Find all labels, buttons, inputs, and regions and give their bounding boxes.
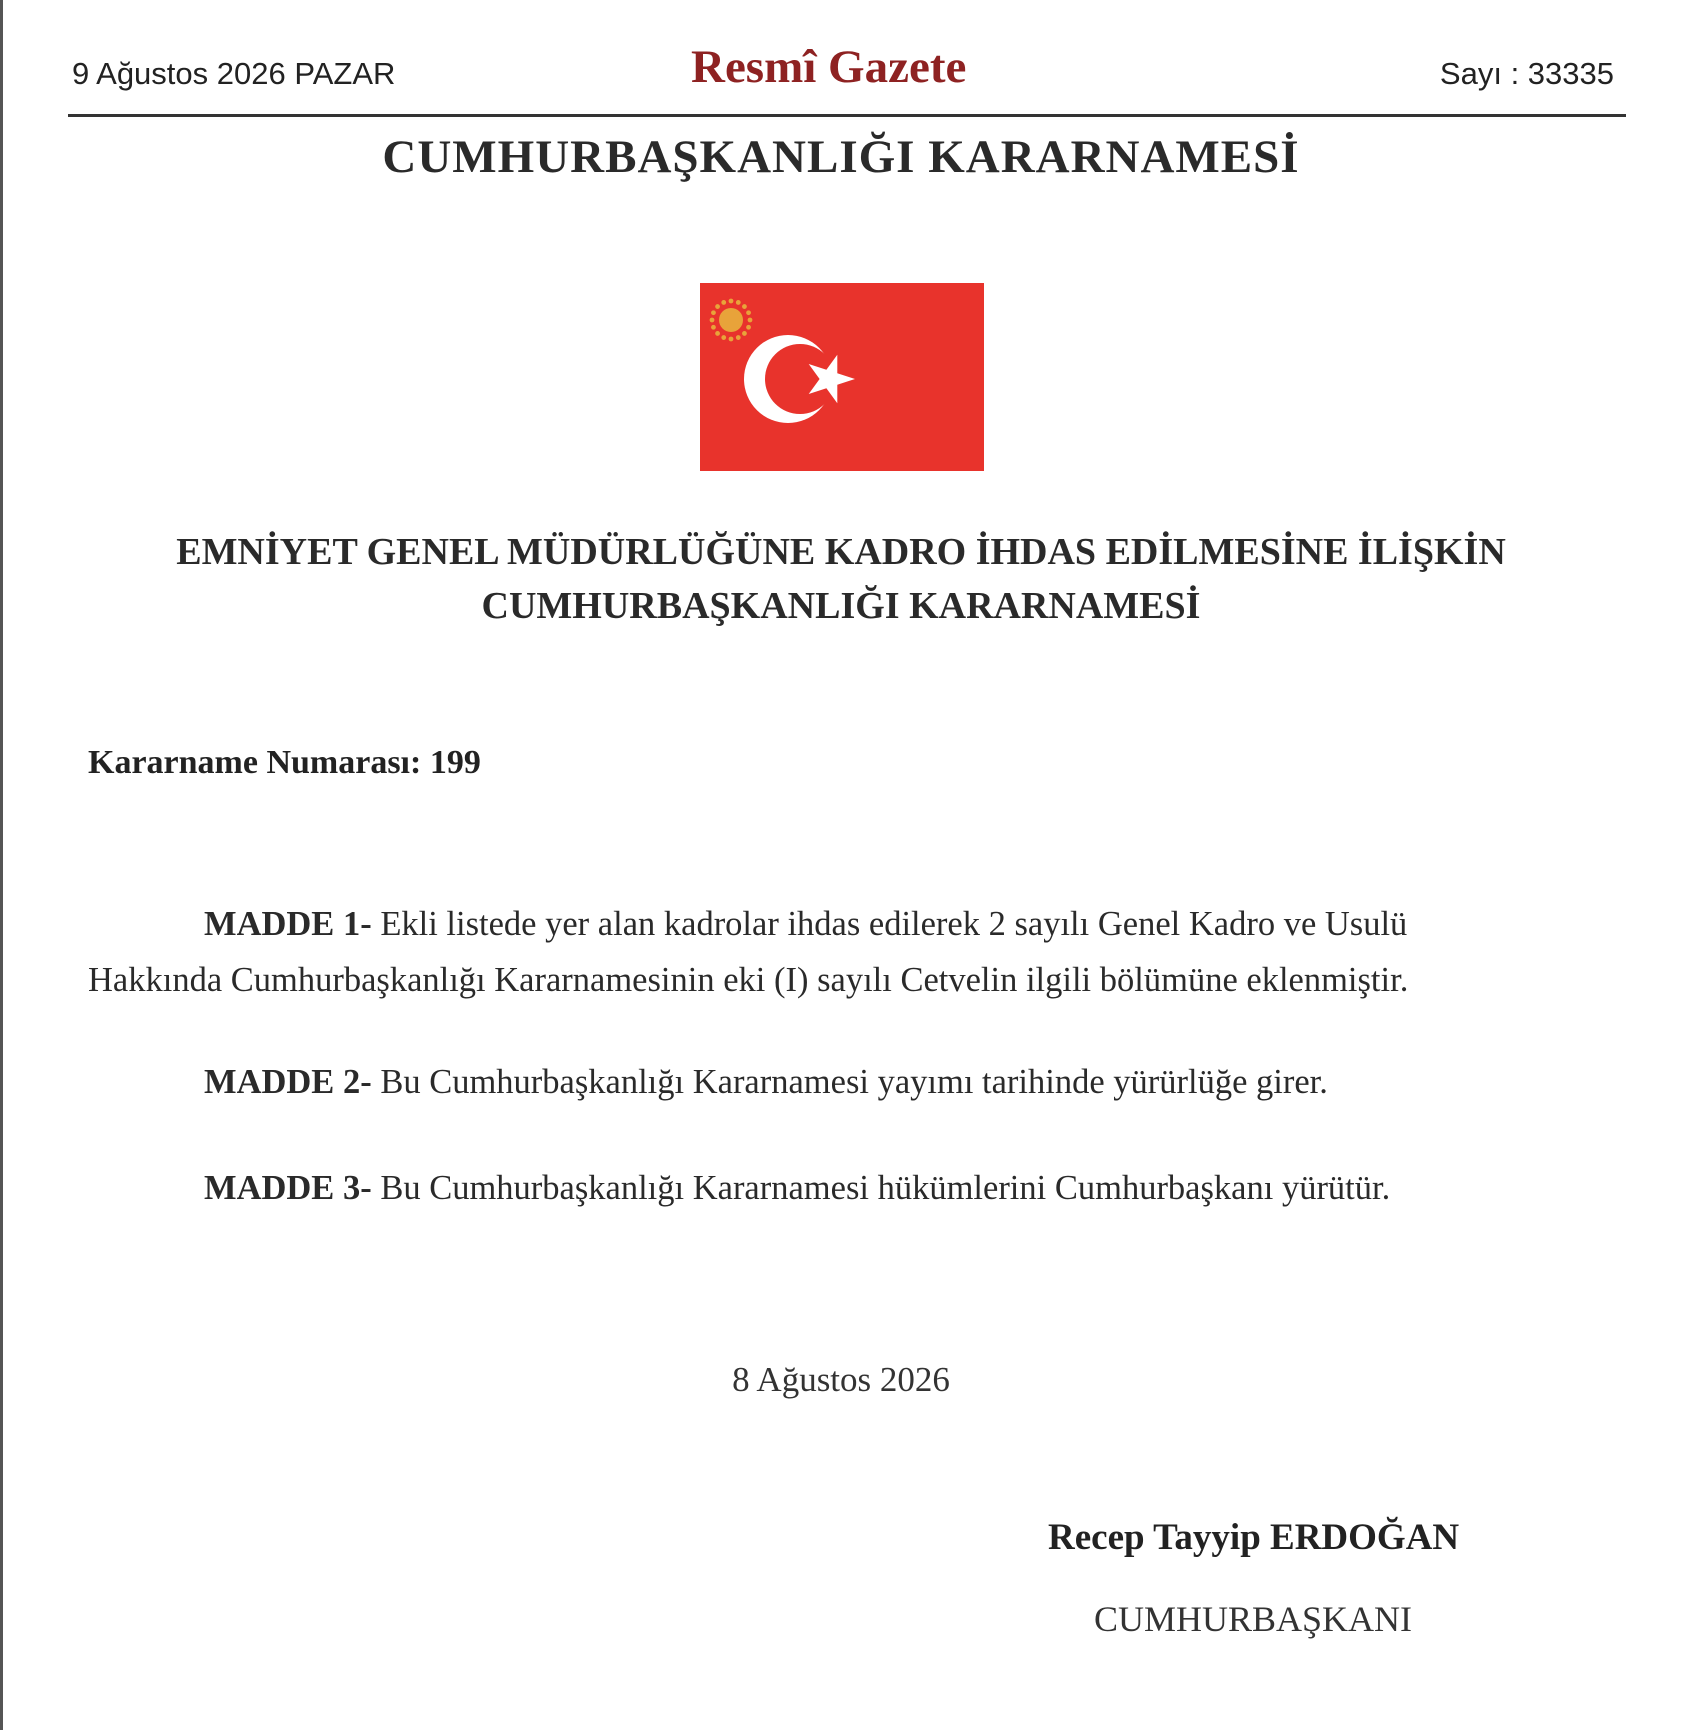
decree-number: Kararname Numarası: 199 xyxy=(88,744,481,781)
article-text: Hakkında Cumhurbaşkanlığı Kararnamesinin eki (I) sayılı Cetvelin ilgili bölümüne eklenmiştir. xyxy=(88,961,1409,999)
turkish-flag-icon xyxy=(700,283,984,471)
signer-title: CUMHURBAŞKANI xyxy=(1094,1599,1413,1639)
gazette-title: Resmî Gazete xyxy=(691,41,967,93)
header-divider xyxy=(68,114,1626,117)
article-text: Bu Cumhurbaşkanlığı Kararnamesi hükümlerini Cumhurbaşkanı yürütür. xyxy=(380,1169,1391,1207)
article-3 xyxy=(88,1160,1600,1216)
article-label: MADDE 2- xyxy=(204,1063,372,1101)
gazette-date: 9 Ağustos 2026 PAZAR xyxy=(72,56,396,91)
decree-subject-line: CUMHURBAŞKANLIĞI KARARNAMESİ xyxy=(481,585,1201,627)
article-2 xyxy=(88,1054,1600,1110)
signer-name: Recep Tayyip ERDOĞAN xyxy=(1048,1517,1460,1558)
page-title: CUMHURBAŞKANLIĞI KARARNAMESİ xyxy=(382,131,1300,183)
signature-date: 8 Ağustos 2026 xyxy=(732,1360,950,1399)
article-1 xyxy=(88,896,1600,1008)
article-label: MADDE 1- xyxy=(204,905,372,943)
decree-subject-line: EMNİYET GENEL MÜDÜRLÜĞÜNE KADRO İHDAS EDİLMESİNE İLİŞKİN xyxy=(176,531,1506,573)
page-border xyxy=(0,0,3,1730)
gazette-issue-number: Sayı : 33335 xyxy=(1439,56,1614,91)
article-text: Bu Cumhurbaşkanlığı Kararnamesi yayımı tarihinde yürürlüğe girer. xyxy=(380,1063,1328,1101)
article-text: Ekli listede yer alan kadrolar ihdas edilerek 2 sayılı Genel Kadro ve Usulü xyxy=(380,905,1408,943)
article-label: MADDE 3- xyxy=(204,1169,372,1207)
decree-subject xyxy=(0,525,1682,633)
